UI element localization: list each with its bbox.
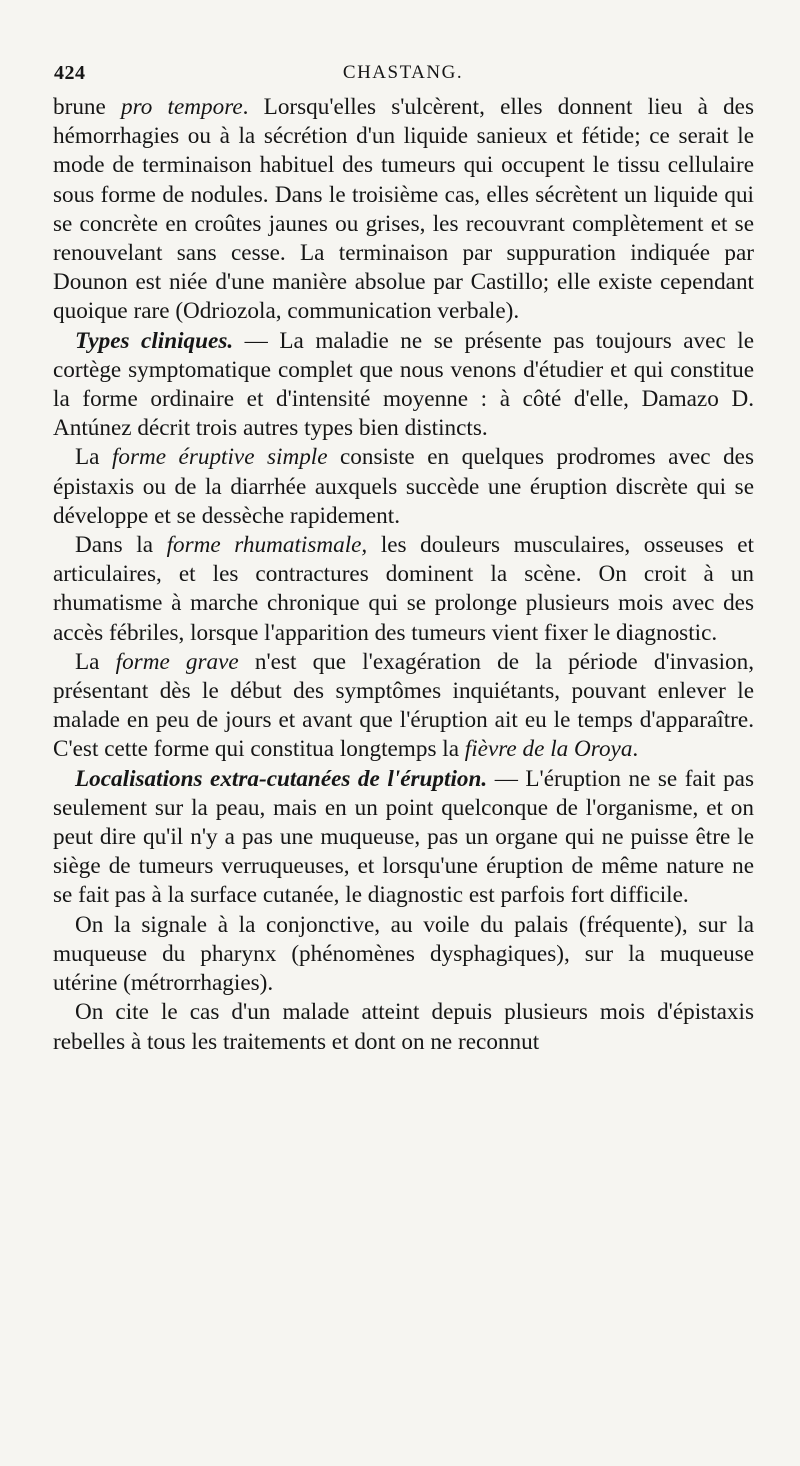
paragraph-types-cliniques <box>53 327 754 444</box>
paragraph-5-text: n'est que l'exagération de la période d'invasion, présentant dès le début des symptômes inquiétants, pouvant enlever le malade en peu de jours et avant que l'éruption ait eu le temps d'apparaître. C'est cette forme qui constitua longtemps la <box>53 648 754 763</box>
paragraph-forme-grave <box>53 648 754 765</box>
paragraph-6-text: — L'éruption ne se fait pas seulement sur la peau, mais en un point quelconque de l'organisme, et on peut dire qu'il n'y a pas une muqueuse, pas un organe qui ne puisse être le siège de tumeurs verruqueuses, et lorsqu'une éruption de même nature ne se fait pas à la surface cutanée, le diagnostic est parfois fort difficile. <box>53 765 754 909</box>
paragraph-7: On la signale à la conjonctive, au voile du palais (fréquente), sur la muqueuse du pharynx (phénomènes dysphagiques), sur la muqueuse utérine (métrorrhagies). <box>53 911 754 997</box>
italic-forme-grave: forme grave <box>115 648 239 675</box>
paragraph-forme-eruptive <box>53 443 754 531</box>
page-number: 424 <box>54 62 86 84</box>
running-head <box>54 62 752 90</box>
italic-forme-rhumatismale: forme rhumatismale, <box>166 532 368 559</box>
paragraph-1-text: . Lorsqu'elles s'ulcèrent, elles donnent lieu à des hémorrhagies ou à la sécrétion d'un liquide sanieux et fétide; ce serait le mode de terminaison habituel des tumeurs qui occupent le tissu cellulaire sous forme de nodules. Dans le troisième cas, elles sécrètent un liquide qui se concrète en croûtes jaunes ou grises, les recouvrant complètement et se renouvelant sans cesse. La terminaison par suppuration indiquée par Dounon est niée d'une manière absolue par Castillo; elle existe cependant quoique rare (Odriozola, communication verbale). <box>53 94 754 325</box>
paragraph-4-text: les douleurs musculaires, osseuses et articulaires, et les contractures dominent la scène. On croit à un rhumatisme à marche chronique qui se prolonge plusieurs mois avec des accès fébriles, lorsque l'apparition des tumeurs vient fixer le diagnostic. <box>53 532 754 646</box>
paragraph-2-text: — La maladie ne se présente pas toujours avec le cortège symptomatique complet que nous venons d'étudier et qui constitue la forme ordinaire et d'intensité moyenne : à côté d'elle, Damazo D. Antúnez décrit trois autres types bien distincts. <box>53 327 754 442</box>
italic-forme-eruptive-simple: forme éruptive simple <box>111 444 328 471</box>
paragraph-3-text: consiste en quelques prodromes avec des épistaxis ou de la diarrhée auxquels succède une éruption discrète qui se développe et se dessèche rapidement. <box>53 444 754 529</box>
italic-pro-tempore: pro tempore <box>121 94 243 120</box>
body-text <box>53 93 754 1057</box>
paragraph-1-start: brune <box>53 94 121 120</box>
section-lead-types-cliniques: Types cliniques. <box>75 327 234 354</box>
paragraph-1 <box>53 93 754 327</box>
italic-fievre-de-la-oroya: fièvre de la Oroya <box>464 736 633 763</box>
paragraph-localisations <box>53 765 754 911</box>
paragraph-forme-rhumatismale <box>53 531 754 648</box>
paragraph-5-start: La <box>75 648 116 675</box>
running-title: CHASTANG. <box>342 62 464 83</box>
paragraph-3-start: La <box>75 444 112 471</box>
paragraph-8: On cite le cas d'un malade atteint depuis plusieurs mois d'épistaxis rebelles à tous les traitements et dont on ne reconnut <box>53 999 754 1055</box>
paragraph-5-end: . <box>632 736 639 763</box>
section-lead-localisations: Localisations extra-cutanées de l'éruption. <box>75 765 488 792</box>
paragraph-4-start: Dans la <box>75 532 167 559</box>
